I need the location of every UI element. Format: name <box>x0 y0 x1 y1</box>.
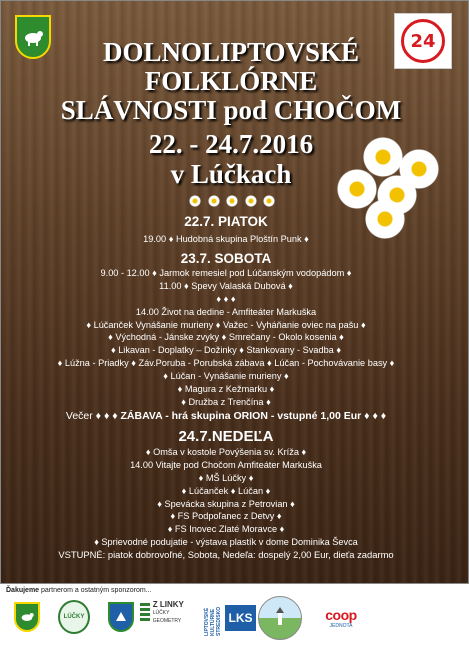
lucky-village-logo <box>58 600 90 634</box>
program-line: 9.00 - 12.00 ♦ Jarmok remesiel pod Lúčanským vodopádom ♦ <box>100 267 352 278</box>
sponsors-caption-rest: partnerom a ostatným sponzorom... <box>39 587 152 594</box>
program-line: 14.00 Vitajte pod Chočom Amfiteáter Markuška <box>130 459 322 470</box>
day-heading-friday: 22.7. PIATOK <box>184 214 268 229</box>
regional-coat-of-arms-icon <box>108 602 134 632</box>
program-line: ♦ Východná - Jánske zvyky ♦ Smrečany - Okolo kosenia ♦ <box>108 332 344 343</box>
linky-logo-sub: LÚČKY GEOMETRY <box>152 610 182 624</box>
program-line: ♦ Omša v kostole Povýšenia sv. Kríža ♦ <box>145 446 307 457</box>
badge-24-text: 24 <box>401 19 445 63</box>
title-line-3: SLÁVNOSTI pod CHOČOM <box>60 95 402 125</box>
day-heading-sunday: 24.7.NEDEĽA <box>178 427 274 445</box>
program-line: ♦ Lúžna - Priadky ♦ Záv.Poruba - Porubská zábava ♦ Lúčan - Pochovávanie basy ♦ <box>57 358 395 369</box>
linky-bars-icon <box>140 603 150 623</box>
program-line: ♦ Družba z Trenčína ♦ <box>181 396 271 407</box>
sponsors-caption-bold: Ďakujeme <box>6 587 40 594</box>
coop-logo-text: coop <box>325 607 357 623</box>
sponsors-caption <box>6 587 152 594</box>
title-line-2: FOLKLÓRNE <box>144 66 318 96</box>
lucky-logo-text: LÚČKY <box>63 614 85 620</box>
program-line: ♦ MŠ Lúčky ♦ <box>198 472 254 483</box>
lks-logo <box>204 600 256 636</box>
festival-program <box>11 211 441 562</box>
program-line: ♦ Lúčanček Vynášanie murieny ♦ Važec - Vyháňanie oviec na pašu ♦ <box>86 319 366 330</box>
program-line: 11.00 ♦ Spevy Valaská Dubová ♦ <box>159 280 293 291</box>
evening-suffix: ♦ ♦ ♦ <box>361 409 387 422</box>
sponsors-strip <box>0 586 469 647</box>
title-line-1: DOLNOLIPTOVSKÉ <box>102 37 360 67</box>
evening-main: ZÁBAVA - hrá skupina ORION - vstupné 1,00 Eur <box>120 409 362 422</box>
linky-logo-text: Z LINKY <box>152 600 184 609</box>
coat-of-arms-logo-icon <box>14 602 40 632</box>
entry-fee-line: VSTUPNÉ: piatok dobrovoľné, Sobota, Nedeľa: dospelý 2,00 Eur, dieťa zadarmo <box>58 549 394 561</box>
flower-divider-icon <box>189 195 275 207</box>
program-line: ♦ ♦ ♦ <box>216 293 236 304</box>
lks-logo-text: LKS <box>225 605 256 631</box>
program-line: ♦ FS Podpoľanec z Detvy ♦ <box>170 511 282 522</box>
day-heading-saturday: 23.7. SOBOTA <box>180 250 272 266</box>
festival-dates: 22. - 24.7.2016 <box>148 129 314 159</box>
lks-vertical-text: LIPTOVSKÉ KULTÚRNE STREDISKO <box>204 606 222 636</box>
program-line: ♦ Spevácka skupina z Petrovian ♦ <box>157 498 295 509</box>
evening-prefix: Večer ♦ ♦ ♦ <box>65 409 121 422</box>
linky-logo <box>138 602 198 624</box>
program-line: ♦ Sprievodné podujatie - výstava plastík v dome Dominika Ševca <box>94 537 358 548</box>
program-line: ♦ Lúčan - Vynášanie murieny ♦ <box>163 371 289 382</box>
program-line: ♦ Lúčanček ♦ Lúčan ♦ <box>181 485 271 496</box>
program-line: 14.00 Život na dedine - Amfiteáter Markuška <box>135 306 317 317</box>
evening-dance-line <box>11 409 441 423</box>
coop-jednota-logo <box>314 600 368 636</box>
program-line: 19.00 ♦ Hudobná skupina Ploštín Punk ♦ <box>143 234 309 244</box>
festival-location: v Lúčkach <box>170 159 292 189</box>
landscape-circle-logo-icon <box>258 596 302 640</box>
program-line: ♦ FS Inovec Zlaté Moravce ♦ <box>167 524 285 535</box>
coop-logo-sub: JEDNOTA <box>329 623 353 629</box>
program-line: ♦ Likavan - Doplatky – Dožinky ♦ Stankovany - Svadba ♦ <box>110 345 342 356</box>
program-line: ♦ Magura z Kežmarku ♦ <box>177 384 275 395</box>
